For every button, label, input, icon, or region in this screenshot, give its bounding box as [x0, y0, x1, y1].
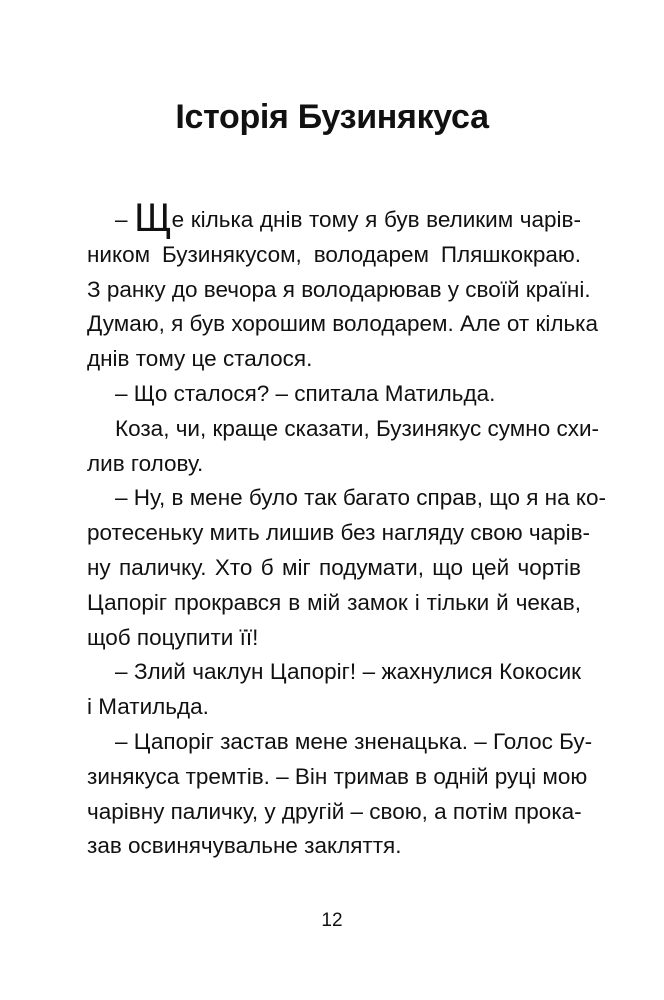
text-line: ну паличку. Хто б міг подумати, що цей чортів [87, 554, 581, 580]
text-line: Цапоріг прокрався в мій замок і тільки й чекав, [87, 589, 581, 615]
page-number: 12 [321, 910, 343, 931]
text-line [87, 196, 581, 240]
paragraph-2 [87, 377, 581, 412]
text-line: днів тому це сталося. [87, 346, 313, 372]
body-text [87, 196, 606, 864]
paragraph-1 [87, 196, 599, 377]
text-line: і Матильда. [87, 694, 209, 720]
paragraph-4 [87, 481, 606, 655]
paragraph-6 [87, 725, 593, 864]
text-line: З ранку до вечора я володарював у своїй країні. [87, 276, 591, 302]
dash: – [115, 207, 135, 232]
text-line: лив голову. [87, 450, 204, 476]
text-line: ником Бузинякусом, володарем Пляшкокраю. [87, 241, 581, 267]
text-line: щоб поцупити її! [87, 624, 259, 650]
text-line: Думаю, я був хорошим володарем. Але от кілька [87, 311, 599, 337]
text-line: – Що сталося? – спитала Матильда. [115, 380, 496, 406]
drop-cap: Щ [134, 196, 172, 240]
paragraph-3 [87, 412, 600, 482]
text-line: зинякуса тремтів. – Він тримав в одній руці мою [87, 763, 588, 789]
text-line: чарівну паличку, у другій – свою, а потім прока- [87, 798, 582, 824]
chapter-title: Історія Бузинякуса [175, 98, 489, 136]
text-line: – Ну, в мене було так багато справ, що я на ко- [115, 485, 606, 511]
text-line: – Злий чаклун Цапоріг! – жахнулися Кокосик [115, 659, 581, 685]
paragraph-5 [87, 655, 581, 725]
text-line: ротесеньку мить лишив без нагляду свою чарів- [87, 520, 591, 546]
text-fragment: е кілька днів тому я був великим чарів- [171, 207, 581, 232]
text-line: – Цапоріг застав мене зненацька. – Голос Бу- [115, 728, 593, 754]
text-line: зав освинячувальне закляття. [87, 833, 402, 859]
text-line: Коза, чи, краще сказати, Бузинякус сумно схи- [115, 415, 600, 441]
